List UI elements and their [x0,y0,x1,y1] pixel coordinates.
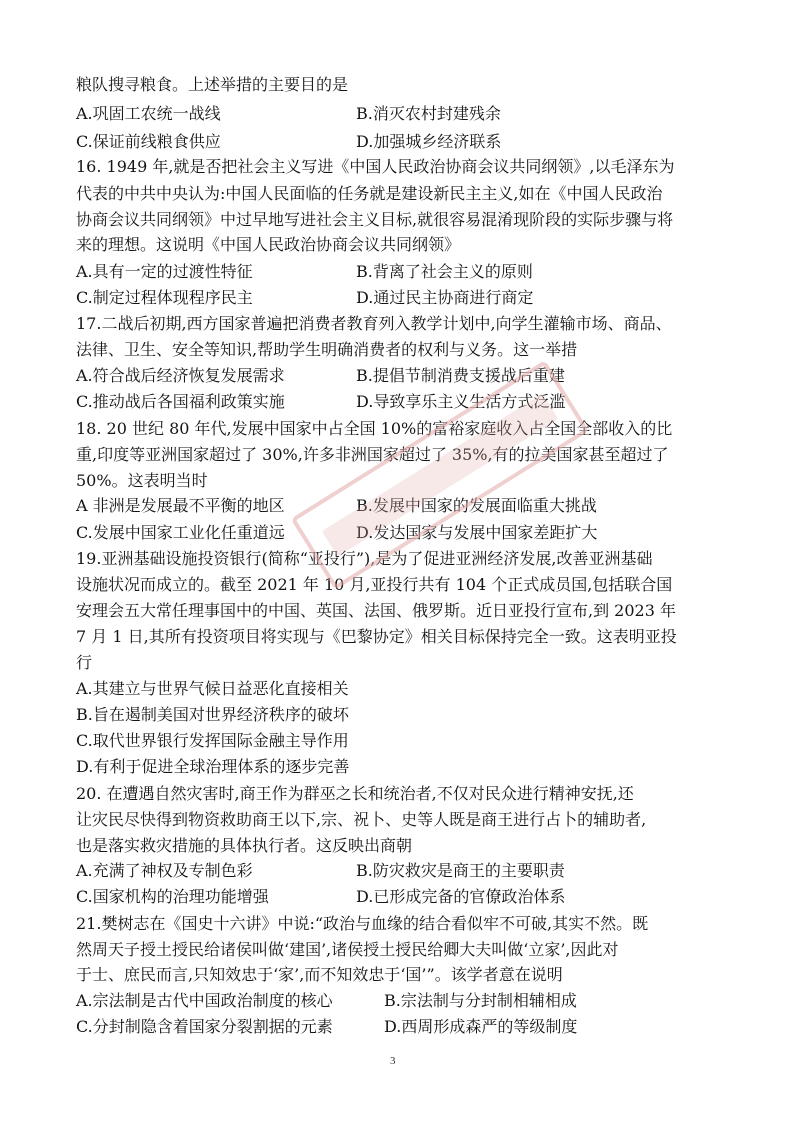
q16-option-c: C.制定过程体现程序民主 [76,288,253,307]
q20-option-b: B.防灾救灾是商王的主要职责 [356,861,565,880]
q18-option-b: B.发展中国家的发展面临重大挑战 [356,496,597,515]
q18-option-a: A 非洲是发展最不平衡的地区 [76,496,285,515]
q21-stem-line: 然周天子授土授民给诸侯叫做‘建国’,诸侯授土授民给卿大夫叫做‘立家’,因此对 [76,940,619,959]
q15-stem-tail: 粮队搜寻粮食。上述举措的主要目的是 [76,75,349,94]
q18-option-d: D.发达国家与发展中国家差距扩大 [356,523,598,542]
q17-stem-line: 17.二战后初期,西方国家普遍把消费者教育列入教学计划中,向学生灌输市场、商品、 [76,314,672,333]
q19-stem-line: 19.亚洲基础设施投资银行(简称“亚投行”),是为了促进亚洲经济发展,改善亚洲基础 [76,549,653,568]
q19-stem-line: 设施状况而成立的。截至 2021 年 10 月,亚投行共有 104 个正式成员国,包括联合国 [76,575,673,594]
q16-stem-line: 代表的中共中央认为:中国人民面临的任务就是建设新民主主义,如在《中国人民政治 [76,184,663,203]
q21-option-c: C.分封制隐含着国家分裂割据的元素 [76,1017,333,1036]
q16-stem-line: 16. 1949 年,就是否把社会主义写进《中国人民政治协商会议共同纲领》,以毛泽东为 [76,157,675,176]
q15-option-b: B.消灭农村封建残余 [356,104,501,123]
q17-option-a: A.符合战后经济恢复发展需求 [76,366,285,385]
q16-option-d: D.通过民主协商进行商定 [356,288,534,307]
q21-stem-line: 21.樊树志在《国史十六讲》中说:“政治与血缘的结合看似牢不可破,其实不然。既 [76,914,649,933]
q15-option-a: A.巩固工农统一战线 [76,104,221,123]
q20-stem-line: 20. 在遭遇自然灾害时,商王作为群巫之长和统治者,不仅对民众进行精神安抚,还 [76,784,634,803]
q20-option-d: D.已形成完备的官僚政治体系 [356,887,566,906]
q15-option-d: D.加强城乡经济联系 [356,132,502,151]
q15-option-c: C.保证前线粮食供应 [76,132,221,151]
q19-option-a: A.其建立与世界气候日益恶化直接相关 [76,679,349,698]
q18-stem-line: 50%。这表明当时 [76,471,208,490]
q21-option-d: D.西周形成森严的等级制度 [384,1017,578,1036]
q19-stem-line: 行 [76,653,93,672]
q16-stem-line: 协商会议共同纲领》中过早地写进社会主义目标,就很容易混淆现阶段的实际步骤与将 [76,210,674,229]
q17-option-b: B.提倡节制消费支援战后重建 [356,366,565,385]
q18-option-c: C.发展中国家工业化任重道远 [76,523,285,542]
q19-option-d: D.有利于促进全球治理体系的逐步完善 [76,757,350,776]
q19-stem-line: 7 月 1 日,其所有投资项目将实现与《巴黎协定》相关目标保持完全一致。这表明亚投 [76,627,677,646]
q19-option-c: C.取代世界银行发挥国际金融主导作用 [76,731,349,750]
q20-option-a: A.充满了神权及专制色彩 [76,861,253,880]
q21-option-a: A.宗法制是古代中国政治制度的核心 [76,991,333,1010]
q20-stem-line: 让灾民尽快得到物资救助商王以下,宗、祝卜、史等人既是商王进行占卜的辅助者, [76,810,647,829]
q17-option-d: D.导致享乐主义生活方式泛滥 [356,392,566,411]
page-number: 3 [390,1055,396,1067]
q20-option-c: C.国家机构的治理功能增强 [76,887,269,906]
q16-option-a: A.具有一定的过渡性特征 [76,262,253,281]
q19-option-b: B.旨在遏制美国对世界经济秩序的破坏 [76,705,349,724]
q21-option-b: B.宗法制与分封制相辅相成 [384,991,577,1010]
q18-stem-line: 18. 20 世纪 80 年代,发展中国家中占全国 10%的富裕家庭收入占全国全部收入的比 [76,419,673,438]
q16-option-b: B.背离了社会主义的原则 [356,262,533,281]
q19-stem-line: 安理会五大常任理事国中的中国、英国、法国、俄罗斯。近日亚投行宣布,到 2023 年 [76,601,676,620]
q17-stem-line: 法律、卫生、安全等知识,帮助学生明确消费者的权利与义务。这一举措 [76,340,578,359]
q17-option-c: C.推动战后各国福利政策实施 [76,392,285,411]
q18-stem-line: 重,印度等亚洲国家超过了 30%,许多非洲国家超过了 35%,有的拉美国家甚至超过了 [76,445,669,464]
q16-stem-line: 来的理想。这说明《中国人民政治协商会议共同纲领》 [76,235,461,254]
q20-stem-line: 也是落实救灾措施的具体执行者。这反映出商朝 [76,836,413,855]
q21-stem-line: 于士、庶民而言,只知效忠于‘家’,而不知效忠于‘国’”。该学者意在说明 [76,965,563,984]
